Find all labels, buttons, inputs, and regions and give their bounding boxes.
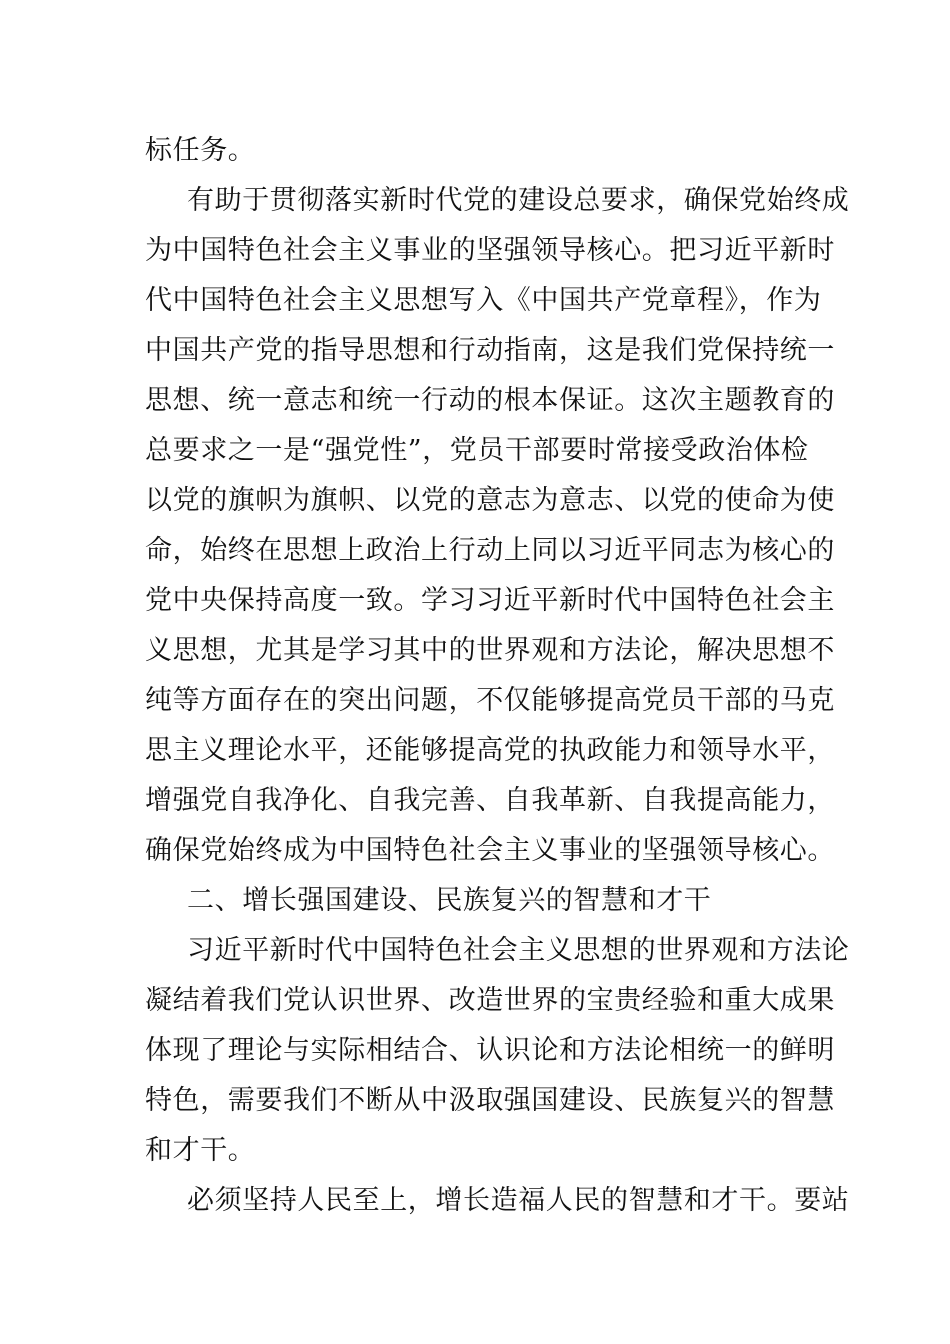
paragraph-first-line: 有助于贯彻落实新时代党的建设总要求，确保党始终成	[187, 185, 850, 216]
text-line: 义思想，尤其是学习其中的世界观和方法论，解决思想不	[145, 635, 835, 666]
text-line: 思主义理论水平，还能够提高党的执政能力和领导水平，	[145, 735, 835, 766]
text-line: 标任务。	[145, 135, 256, 166]
paragraph-first-line: 必须坚持人民至上，增长造福人民的智慧和才干。要站	[187, 1185, 850, 1216]
text-line: 以党的旗帜为旗帜、以党的意志为意志、以党的使命为使	[145, 485, 835, 516]
text-line: 中国共产党的指导思想和行动指南，这是我们党保持统一	[145, 335, 835, 366]
paragraph-first-line: 习近平新时代中国特色社会主义思想的世界观和方法论	[187, 935, 850, 966]
text-line: 纯等方面存在的突出问题，不仅能够提高党员干部的马克	[145, 685, 835, 716]
text-line: 代中国特色社会主义思想写入《中国共产党章程》，作为	[145, 285, 822, 316]
text-line: 特色，需要我们不断从中汲取强国建设、民族复兴的智慧	[145, 1085, 835, 1116]
text-line: 总要求之一是“强党性”，党员干部要时常接受政治体检	[145, 435, 809, 466]
text-line: 体现了理论与实际相结合、认识论和方法论相统一的鲜明	[145, 1035, 835, 1066]
text-line: 确保党始终成为中国特色社会主义事业的坚强领导核心。	[145, 835, 835, 866]
text-line: 党中央保持高度一致。学习习近平新时代中国特色社会主	[145, 585, 835, 616]
text-line: 思想、统一意志和统一行动的根本保证。这次主题教育的	[145, 385, 835, 416]
text-line: 增强党自我净化、自我完善、自我革新、自我提高能力，	[145, 785, 835, 816]
text-line: 和才干。	[145, 1135, 256, 1166]
text-line: 命，始终在思想上政治上行动上同以习近平同志为核心的	[145, 535, 835, 566]
text-line: 为中国特色社会主义事业的坚强领导核心。把习近平新时	[145, 235, 835, 266]
text-line: 凝结着我们党认识世界、改造世界的宝贵经验和重大成果	[145, 985, 835, 1016]
section-heading: 二、增长强国建设、民族复兴的智慧和才干	[187, 885, 712, 916]
